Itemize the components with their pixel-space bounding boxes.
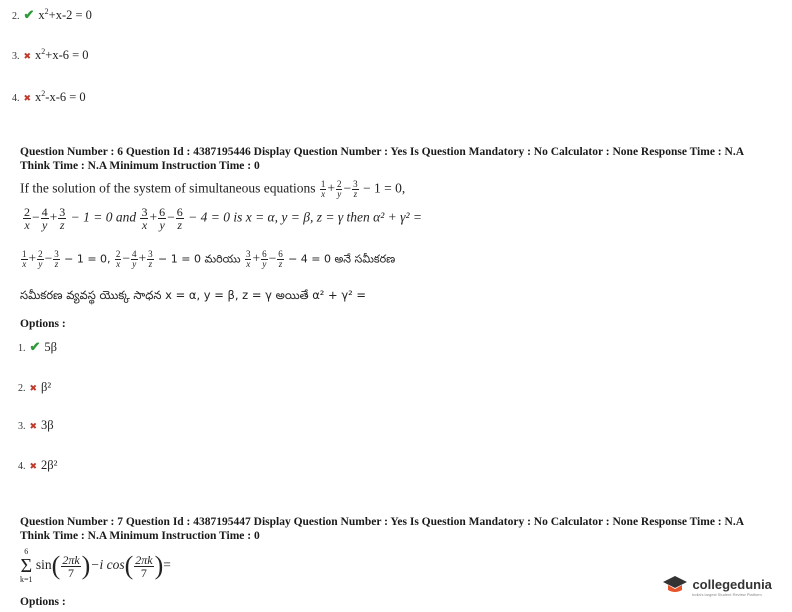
option-number: 4. (12, 93, 20, 104)
question-text-en-1: If the solution of the system of simultaneous equations $\frac{1}{x}$ + $\frac{2}{y}$ − $\frac{3}{z}$ − 1 = 0, (20, 179, 406, 199)
prev-option-2 (12, 6, 92, 24)
check-icon: ✔ (23, 7, 35, 22)
question-header: Question Number : 6 Question Id : 4387195446 Display Question Number : Yes Is Question Mandatory : No Calculator : None Response Time : N.A (20, 146, 745, 158)
options-label: Options : (20, 596, 66, 608)
option-text: β² (41, 380, 52, 394)
prev-option-4 (12, 88, 86, 106)
option-text: $x^2+x-6 = 0$ (35, 46, 89, 62)
option-number: 2. (18, 383, 26, 394)
question-text-te-1: $\frac{1}{x}$ + $\frac{2}{y}$ − $\frac{3}{z}$ − 1 = 0, $\frac{2}{x}$ − $\frac{4}{y}$ + $\frac{3}{z}$ − 1 = 0 మరియు $\frac{3}{x}$ + $\frac{6}{y}$ − $\frac{6}{z}$ − 4 = 0 అనే సమీకరణ (22, 249, 396, 269)
cross-icon: ✖ (23, 93, 32, 103)
option-number: 4. (18, 461, 26, 472)
question-expression: 6 Σ k=1 sin( $\frac{2\pi k}{7}$ )−i cos( $\frac{2\pi k}{7}$ )= (20, 547, 171, 584)
option-number: 2. (12, 11, 20, 22)
option-4 (18, 456, 57, 474)
prev-option-3 (12, 46, 89, 64)
cross-icon: ✖ (29, 383, 38, 393)
option-text: 5β (44, 340, 58, 354)
question-text-te-2: సమీకరణ వ్యవస్థ యొక్క సాధన x = α, y = β, z = γ అయితే α² + γ² = (20, 288, 367, 302)
option-text: 2β² (41, 458, 58, 472)
option-2 (18, 378, 51, 396)
option-number: 3. (18, 421, 26, 432)
summation: 6 Σ k=1 (20, 547, 33, 584)
option-number: 1. (18, 343, 26, 354)
collegedunia-logo: collegedunia India's largest Student Review Platform (662, 574, 772, 597)
option-text: $x^2-x-6 = 0$ (35, 88, 86, 104)
option-3 (18, 416, 54, 434)
options-label: Options : (20, 318, 66, 330)
cross-icon: ✖ (23, 51, 32, 61)
option-number: 3. (12, 51, 20, 62)
option-text: 3β (41, 418, 54, 432)
option-1 (18, 338, 57, 356)
cross-icon: ✖ (29, 421, 38, 431)
question-header: Question Number : 7 Question Id : 4387195447 Display Question Number : Yes Is Question Mandatory : No Calculator : None Response Time : N.A (20, 516, 745, 528)
cross-icon: ✖ (29, 461, 38, 471)
question-header-time: Think Time : N.A Minimum Instruction Time : 0 (20, 160, 260, 172)
option-text: $x^2+x-2 = 0$ (38, 6, 92, 22)
graduation-cap-icon (662, 574, 688, 596)
check-icon: ✔ (29, 339, 41, 354)
question-header-time: Think Time : N.A Minimum Instruction Time : 0 (20, 530, 260, 542)
question-text-en-2: $\frac{2}{x}$ − $\frac{4}{y}$ + $\frac{3}{z}$ − 1 = 0 and $\frac{3}{x}$ + $\frac{6}{y}$ − $\frac{6}{z}$ − 4 = 0 is x = α, y = β, z = γ then α² + γ² = (24, 205, 422, 232)
